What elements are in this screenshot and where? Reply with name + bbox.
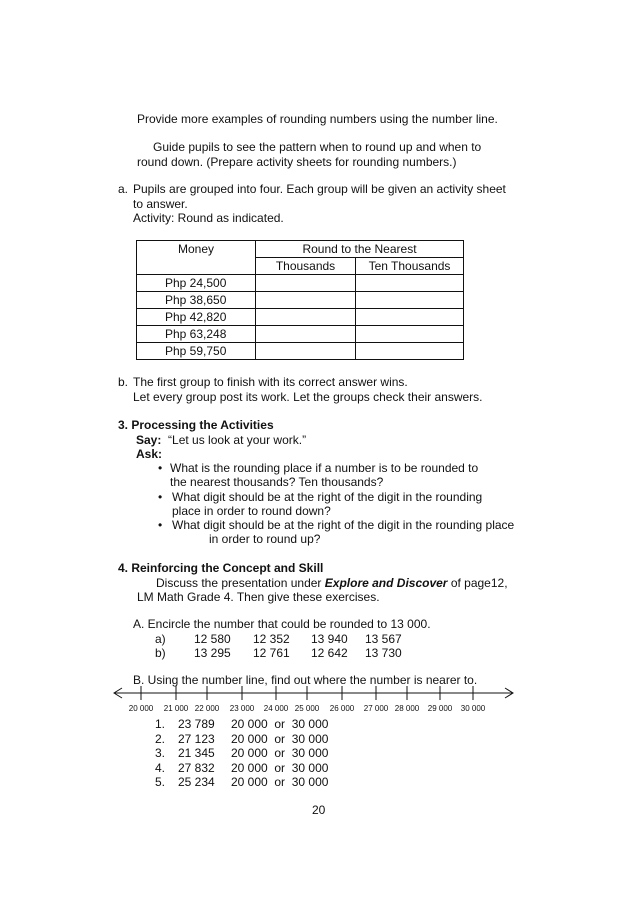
item-choice[interactable]: 20 000 or 30 000 (231, 717, 329, 731)
section-4-heading: 4. Reinforcing the Concept and Skill (118, 561, 324, 575)
item-value: 27 832 (178, 761, 215, 775)
page-number: 20 (312, 803, 326, 817)
question-1-line-1: What is the rounding place if a number is to be rounded to (170, 461, 479, 475)
choice-number[interactable]: 12 642 (311, 646, 348, 660)
question-2-line-1: What digit should be at the right of the digit in the rounding (172, 490, 483, 504)
item-value: 27 123 (178, 732, 215, 746)
bullet-icon: • (158, 461, 163, 475)
row-a-label: a) (155, 632, 166, 646)
question-3-line-2: in order to round up? (209, 532, 321, 546)
ask-label: Ask: (136, 447, 163, 461)
choice-number[interactable]: 13 940 (311, 632, 348, 646)
money-cell: Php 38,650 (137, 292, 256, 309)
section-4-line-2: LM Math Grade 4. Then give these exercises. (137, 590, 380, 604)
col-round-header: Round to the Nearest (256, 241, 464, 258)
intro-line-2: Guide pupils to see the pattern when to round up and when to (153, 140, 482, 154)
number-line-label: 25 000 (294, 704, 320, 713)
bullet-icon: • (158, 490, 163, 504)
choice-number[interactable]: 13 730 (365, 646, 402, 660)
item-num: 4. (155, 761, 166, 775)
intro-line-3: round down. (Prepare activity sheets for rounding numbers.) (137, 155, 457, 169)
number-line-label: 30 000 (460, 704, 486, 713)
number-line-label: 28 000 (394, 704, 420, 713)
intro-line-1: Provide more examples of rounding numbers using the number line. (137, 112, 498, 126)
money-cell: Php 59,750 (137, 343, 256, 360)
number-line-label: 27 000 (363, 704, 389, 713)
section-4-line-1-post: of page12, (447, 576, 508, 590)
item-value: 21 345 (178, 746, 215, 760)
row-b-label: b) (155, 646, 166, 660)
number-line-label: 26 000 (329, 704, 355, 713)
item-a-marker: a. (118, 182, 129, 196)
sub-ten-thousands-header: Ten Thousands (356, 258, 464, 275)
item-choice[interactable]: 20 000 or 30 000 (231, 746, 329, 760)
item-num: 5. (155, 775, 166, 789)
item-value: 25 234 (178, 775, 215, 789)
number-line-label: 24 000 (263, 704, 289, 713)
bullet-icon: • (158, 518, 163, 532)
item-num: 3. (155, 746, 166, 760)
money-cell: Php 24,500 (137, 275, 256, 292)
item-b-line-2: Let every group post its work. Let the groups check their answers. (133, 390, 483, 404)
money-cell: Php 63,248 (137, 326, 256, 343)
item-b-marker: b. (118, 375, 129, 389)
number-line-label: 22 000 (194, 704, 220, 713)
section-4-line-1-pre: Discuss the presentation under (156, 576, 325, 590)
item-a-line-3: Activity: Round as indicated. (133, 211, 284, 225)
number-line-label: 29 000 (427, 704, 453, 713)
item-num: 2. (155, 732, 166, 746)
question-3-line-1: What digit should be at the right of the digit in the rounding place (172, 518, 515, 532)
question-1-line-2: the nearest thousands? Ten thousands? (170, 475, 384, 489)
exercise-b-prompt: B. Using the number line, find out where the number is nearer to. (133, 673, 478, 687)
item-choice[interactable]: 20 000 or 30 000 (231, 775, 329, 789)
item-a-line-1: Pupils are grouped into four. Each group will be given an activity sheet (133, 182, 506, 196)
item-b-line-1: The first group to finish with its correct answer wins. (133, 375, 408, 389)
item-choice[interactable]: 20 000 or 30 000 (231, 761, 329, 775)
choice-number[interactable]: 12 580 (194, 632, 231, 646)
item-value: 23 789 (178, 717, 215, 731)
say-label: Say: (136, 433, 162, 447)
sub-thousands-header: Thousands (256, 258, 356, 275)
choice-number[interactable]: 13 295 (194, 646, 231, 660)
money-cell: Php 42,820 (137, 309, 256, 326)
say-text: “Let us look at your work.” (168, 433, 307, 447)
item-choice[interactable]: 20 000 or 30 000 (231, 732, 329, 746)
number-line-label: 23 000 (229, 704, 255, 713)
explore-discover-emphasis: Explore and Discover (324, 576, 448, 590)
choice-number[interactable]: 13 567 (365, 632, 402, 646)
choice-number[interactable]: 12 761 (253, 646, 290, 660)
section-3-heading: 3. Processing the Activities (118, 418, 274, 432)
number-line-label: 20 000 (128, 704, 154, 713)
exercise-a-prompt: A. Encircle the number that could be rounded to 13 000. (133, 617, 431, 631)
item-num: 1. (155, 717, 166, 731)
question-2-line-2: place in order to round down? (172, 504, 331, 518)
item-a-line-2: to answer. (133, 197, 188, 211)
number-line-label: 21 000 (163, 704, 189, 713)
choice-number[interactable]: 12 352 (253, 632, 290, 646)
col-money-header: Money (137, 241, 256, 275)
